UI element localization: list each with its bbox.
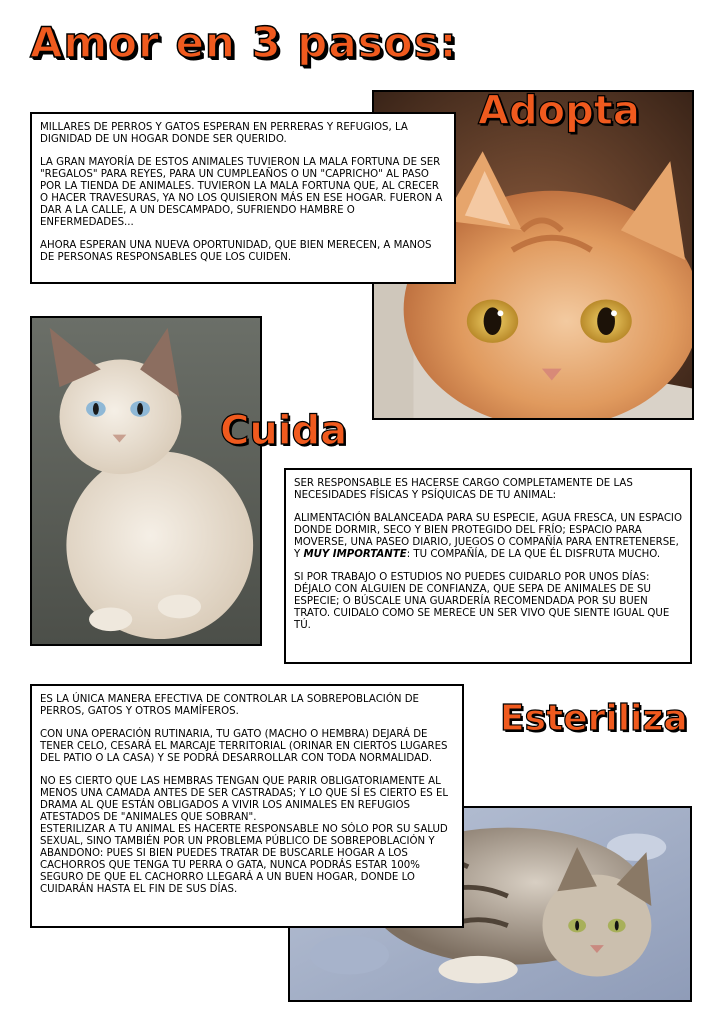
cuida-text-box xyxy=(284,468,692,664)
esteriliza-paragraph-2: CON UNA OPERACIÓN RUTINARIA, TU GATO (MACHO O HEMBRA) DEJARÁ DE TENER CELO, CESARÁ EL MARCAJE TERRITORIAL (ORINAR EN CIERTOS LUGARES DEL PATIO O LA CASA) Y SE PODRÁ DESARROLLAR CON TODA NORMALIDAD. xyxy=(40,729,448,764)
adopta-paragraph-3: AHORA ESPERAN UNA NUEVA OPORTUNIDAD, QUE BIEN MERECEN, A MANOS DE PERSONAS RESPONSABLES QUE LOS CUIDEN. xyxy=(40,240,432,263)
cuida-paragraph-1: SER RESPONSABLE ES HACERSE CARGO COMPLETAMENTE DE LAS NECESIDADES FÍSICAS Y PSÍQUICAS DE TU ANIMAL: xyxy=(294,478,633,501)
esteriliza-heading: Esteriliza xyxy=(500,698,688,739)
cuida-paragraph-2-end: : TU COMPAÑÍA, DE LA QUE ÉL DISFRUTA MUCHO. xyxy=(406,549,661,560)
adopta-text-box xyxy=(30,112,456,284)
cuida-heading: Cuida xyxy=(220,408,348,454)
esteriliza-text-box xyxy=(30,684,464,928)
esteriliza-paragraph-3: NO ES CIERTO QUE LAS HEMBRAS TENGAN QUE PARIR OBLIGATORIAMENTE AL MENOS UNA CAMADA ANTES DE SER CASTRADAS; Y LO QUE SÍ ES CIERTO ES EL DRAMA AL QUE ESTÁN OBLIGADOS A VIVIR LOS ANIMALES EN REFUGIOS ATESTADOS DE "ANIMALES QUE SOBRAN". xyxy=(40,776,449,823)
esteriliza-paragraph-1: ES LA ÚNICA MANERA EFECTIVA DE CONTROLAR LA SOBREPOBLACIÓN DE PERROS, GATOS Y OTROS MAMÍFEROS. xyxy=(40,694,419,717)
esteriliza-paragraph-4: ESTERILIZAR A TU ANIMAL ES HACERTE RESPONSABLE NO SÓLO POR SU SALUD SEXUAL, SINO TAMBIÉN POR UN PROBLEMA PÚBLICO DE SOBREPOBLACIÓN Y ABANDONO: PUES SI BIEN PUEDES TRATAR DE BUSCARLE HOGAR A LOS CACHORROS QUE TENGA TU PERRA O GATA, NUNCA PODRÁS ESTAR 100% SEGURO DE QUE EL CACHORRO LLEGARÁ A UN BUEN HOGAR, DONDE LO CUIDARÁN HASTA EL FIN DE SUS DÍAS. xyxy=(40,824,448,895)
adopta-paragraph-1: MILLARES DE PERROS Y GATOS ESPERAN EN PERRERAS Y REFUGIOS, LA DIGNIDAD DE UN HOGAR DONDE SER QUERIDO. xyxy=(40,122,408,145)
cuida-emphasis: MUY IMPORTANTE xyxy=(303,549,407,560)
cuida-paragraph-2 xyxy=(294,513,682,561)
adopta-paragraph-2: LA GRAN MAYORÍA DE ESTOS ANIMALES TUVIERON LA MALA FORTUNA DE SER "REGALOS" PARA REYES, PARA UN CUMPLEAÑOS O UN "CAPRICHO" AL PASO POR LA TIENDA DE ANIMALES. TUVIERON LA MALA FORTUNA QUE, AL CRECER O HACER TRAVESURAS, YA NO LOS QUISIERON MÁS EN ESE HOGAR. FUERON A DAR A LA CALLE, A UN DESCAMPADO, SUFRIENDO HAMBRE O ENFERMEDADES... xyxy=(40,157,443,228)
page-title: Amor en 3 pasos: xyxy=(30,18,458,67)
cuida-photo-siamese-kitten xyxy=(30,316,262,646)
cuida-paragraph-3: SI POR TRABAJO O ESTUDIOS NO PUEDES CUIDARLO POR UNOS DÍAS: DÉJALO CON ALGUIEN DE CONFIANZA, QUE SEPA DE ANIMALES DE SU ESPECIE; O BÚSCALE UNA GUARDERÍA RECOMENDADA POR SU BUEN TRATO. CUIDALO COMO SE MERECE UN SER VIVO QUE SIENTE IGUAL QUE TÚ. xyxy=(294,572,670,631)
adopta-heading: Adopta xyxy=(478,88,640,134)
cuida-paragraph-2-text: ALIMENTACIÓN BALANCEADA PARA SU ESPECIE, AGUA FRESCA, UN ESPACIO DONDE DORMIR, SECO Y BIEN PROTEGIDO DEL FRÍO; ESPACIO PARA MOVERSE, UNA PASEO DIARIO, JUEGOS O COMPAÑÍA PARA ENTRETENERSE, Y xyxy=(294,513,682,560)
